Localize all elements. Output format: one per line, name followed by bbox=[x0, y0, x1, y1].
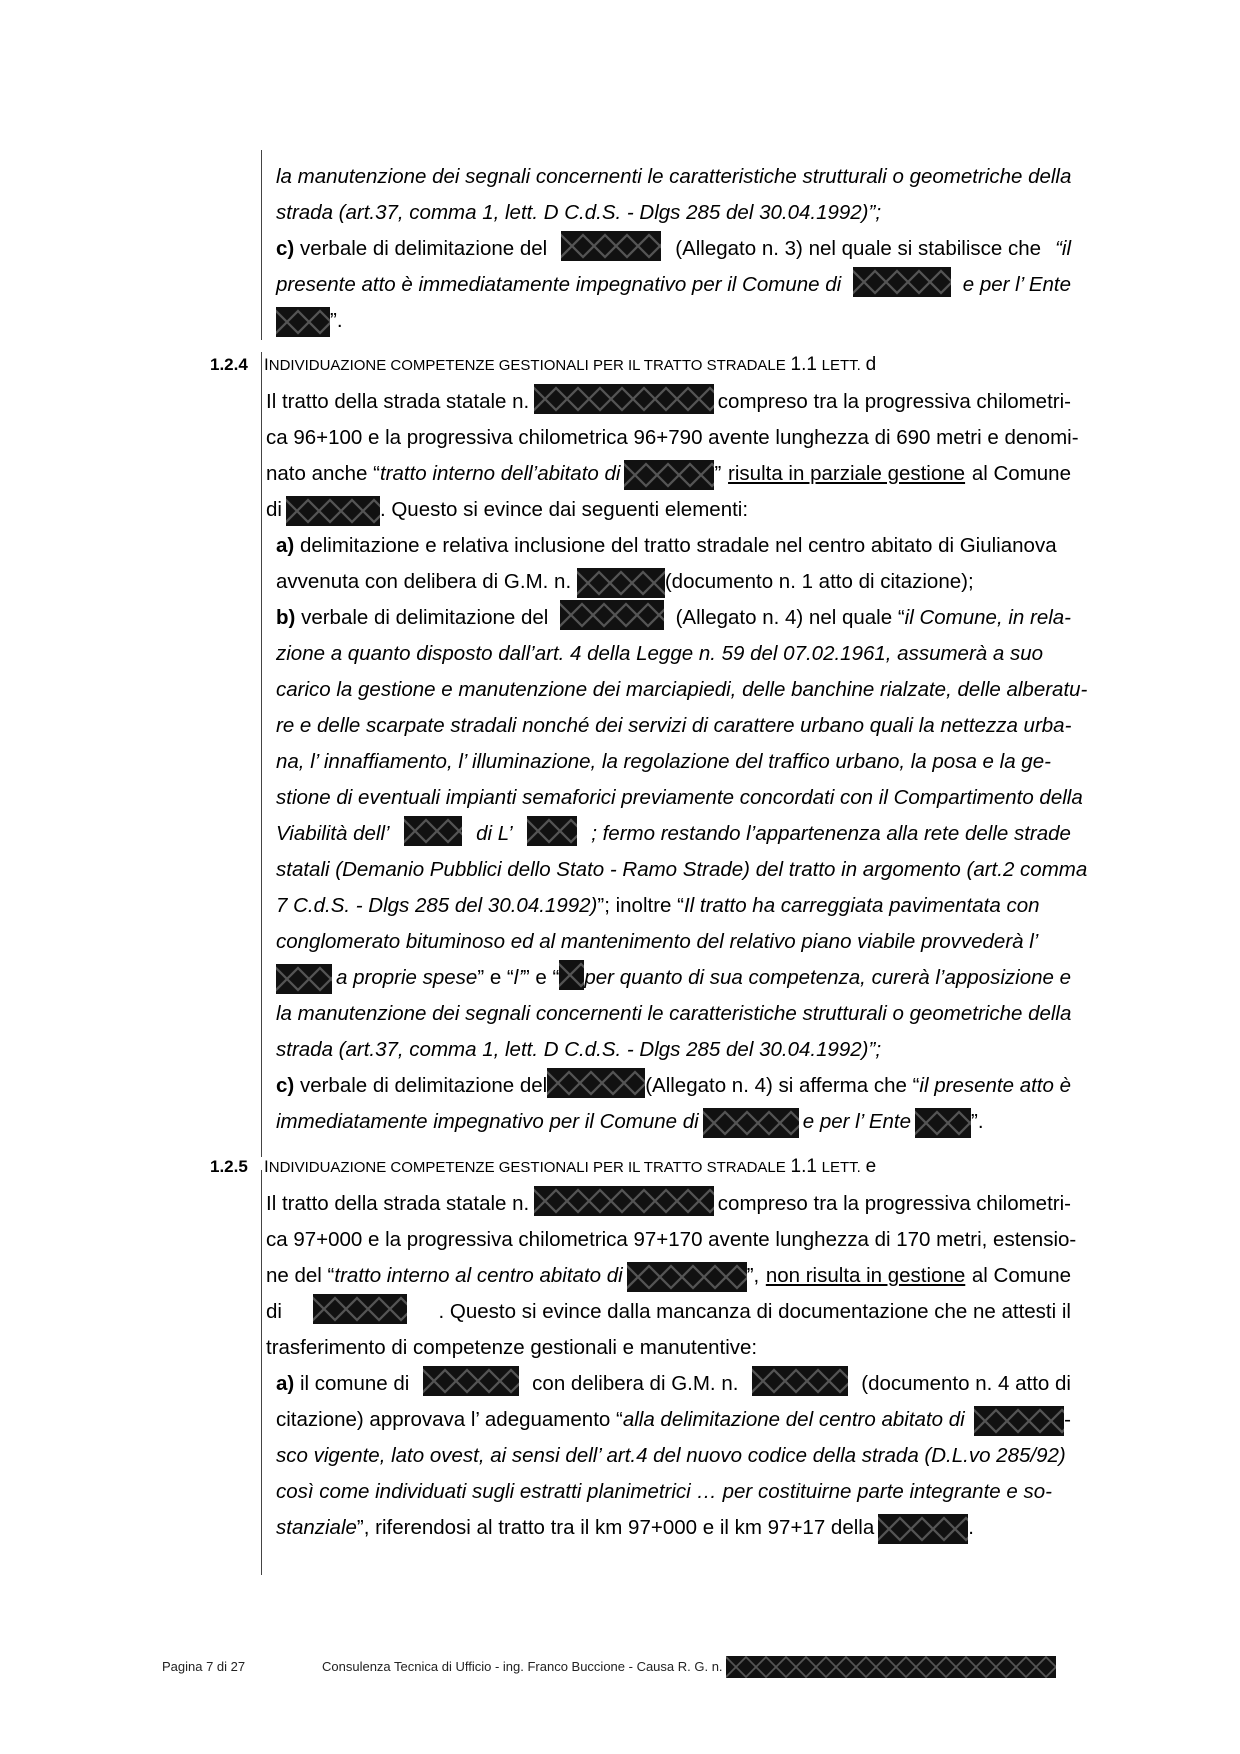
redaction-box bbox=[703, 1108, 799, 1138]
redaction-box bbox=[559, 960, 584, 990]
text-line: strada (art.37, comma 1, lett. D C.d.S. - Dlgs 285 del 30.04.1992)”; bbox=[276, 1038, 882, 1061]
margin-rule bbox=[261, 150, 262, 340]
text-line: strada (art.37, comma 1, lett. D C.d.S. - Dlgs 285 del 30.04.1992)”; bbox=[276, 201, 882, 224]
text-line: ca 96+100 e la progressiva chilometrica 96+790 avente lunghezza di 690 metri e denomi- bbox=[266, 426, 1079, 449]
footer-page-number: Pagina 7 di 27 bbox=[162, 1659, 246, 1674]
redaction-box bbox=[404, 816, 462, 846]
text-line: a proprie spese” e “l’” e “ per quanto di sua competenza, curerà l’apposizione e bbox=[276, 960, 1071, 996]
text-line: a) delimitazione e relativa inclusione del tratto stradale nel centro abitato di Giulianova bbox=[276, 534, 1057, 557]
redaction-box bbox=[915, 1108, 971, 1138]
redaction-box bbox=[527, 816, 577, 846]
text-line: Viabilità dell’ di L’ ; fermo restando l’appartenenza alla rete delle strade bbox=[276, 816, 1071, 852]
text-line: 7 C.d.S. - Dlgs 285 del 30.04.1992)”; inoltre “Il tratto ha carreggiata pavimentata con bbox=[276, 894, 1040, 917]
text-line: di . Questo si evince dalla mancanza di documentazione che ne attesti il bbox=[266, 1294, 1071, 1330]
margin-rule bbox=[261, 352, 262, 1157]
redaction-box bbox=[423, 1366, 519, 1396]
redaction-box bbox=[561, 231, 661, 261]
text-line: c) verbale di delimitazione del (Allegato n. 4) si afferma che “il presente atto è bbox=[276, 1068, 1071, 1104]
text-line: carico la gestione e manutenzione dei marciapiedi, delle banchine rialzate, delle alberatu- bbox=[276, 678, 1088, 701]
text-line: presente atto è immediatamente impegnativo per il Comune di e per l’ Ente bbox=[276, 267, 1071, 303]
redaction-box bbox=[276, 307, 330, 337]
section-heading: 1.2.5 INDIVIDUAZIONE COMPETENZE GESTIONALI PER IL TRATTO STRADALE 1.1 LETT. e bbox=[210, 1156, 877, 1177]
text-line: di . Questo si evince dai seguenti elementi: bbox=[266, 492, 1071, 528]
text-line: c) verbale di delimitazione del (Allegato n. 3) nel quale si stabilisce che “il bbox=[276, 231, 1071, 267]
text-line: ca 97+000 e la progressiva chilometrica 97+170 avente lunghezza di 170 metri, estensio- bbox=[266, 1228, 1077, 1251]
text-line: statali (Demanio Pubblici dello Stato - Ramo Strade) del tratto in argomento (art.2 comma bbox=[276, 858, 1088, 881]
text-line: sco vigente, lato ovest, ai sensi dell’ art.4 del nuovo codice della strada (D.L.vo 285/92) bbox=[276, 1444, 1066, 1467]
redaction-box bbox=[560, 600, 664, 630]
redaction-box bbox=[534, 1186, 714, 1216]
redaction-box bbox=[752, 1366, 848, 1396]
text-line: stione di eventuali impianti semaforici previamente concordati con il Compartimento della bbox=[276, 786, 1083, 809]
text-line: la manutenzione dei segnali concernenti le caratteristiche strutturali o geometriche della bbox=[276, 1002, 1072, 1025]
text-line: trasferimento di competenze gestionali e manutentive: bbox=[266, 1336, 758, 1359]
text-line: ne del “tratto interno al centro abitato di ”, non risulta in gestione al Comune bbox=[266, 1258, 1071, 1294]
redaction-box bbox=[624, 460, 714, 490]
redaction-box bbox=[974, 1406, 1064, 1436]
text-line: Il tratto della strada statale n. compreso tra la progressiva chilometri- bbox=[266, 1186, 1071, 1222]
redaction-box bbox=[853, 267, 951, 297]
redaction-box bbox=[534, 384, 714, 414]
redaction-box bbox=[627, 1262, 747, 1292]
text-line: così come individuati sugli estratti planimetrici … per costituirne parte integrante e so- bbox=[276, 1480, 1052, 1503]
text-line: na, l’ innaffiamento, l’ illuminazione, la regolazione del traffico urbano, la posa e la ge- bbox=[276, 750, 1051, 773]
text-line: b) verbale di delimitazione del (Allegato n. 4) nel quale “il Comune, in rela- bbox=[276, 600, 1071, 636]
text-line: zione a quanto disposto dall’art. 4 della Legge n. 59 del 07.02.1961, assumerà a suo bbox=[276, 642, 1044, 665]
section-heading: 1.2.4 INDIVIDUAZIONE COMPETENZE GESTIONALI PER IL TRATTO STRADALE 1.1 LETT. d bbox=[210, 354, 877, 375]
text-line: nato anche “tratto interno dell’abitato di ” risulta in parziale gestione al Comune bbox=[266, 456, 1071, 492]
margin-rule bbox=[261, 1170, 262, 1575]
redaction-box bbox=[313, 1294, 407, 1324]
text-line: stanziale”, riferendosi al tratto tra il km 97+000 e il km 97+17 della . bbox=[276, 1510, 1071, 1546]
redaction-box bbox=[726, 1656, 1056, 1678]
footer-text: Consulenza Tecnica di Ufficio - ing. Franco Buccione - Causa R. G. n. bbox=[322, 1655, 1056, 1679]
text-line: citazione) approvava l’ adeguamento “alla delimitazione del centro abitato di - bbox=[276, 1402, 1071, 1438]
redaction-box bbox=[286, 496, 380, 526]
text-line: Il tratto della strada statale n. compreso tra la progressiva chilometri- bbox=[266, 384, 1071, 420]
text-line: a) il comune di con delibera di G.M. n. (documento n. 4 atto di bbox=[276, 1366, 1071, 1402]
redaction-box bbox=[547, 1068, 645, 1098]
redaction-box bbox=[577, 568, 665, 598]
redaction-box bbox=[878, 1514, 968, 1544]
text-line: la manutenzione dei segnali concernenti le caratteristiche strutturali o geometriche della bbox=[276, 165, 1072, 188]
redaction-box bbox=[276, 964, 332, 994]
text-line: ”. bbox=[276, 303, 1071, 339]
text-line: avvenuta con delibera di G.M. n. (documento n. 1 atto di citazione); bbox=[276, 564, 1071, 600]
text-line: re e delle scarpate stradali nonché dei servizi di carattere urbano quali la nettezza urba- bbox=[276, 714, 1072, 737]
text-line: conglomerato bituminoso ed al mantenimento del relativo piano viabile provvederà l’ bbox=[276, 930, 1039, 953]
text-line: immediatamente impegnativo per il Comune di e per l’ Ente ”. bbox=[276, 1104, 1071, 1140]
